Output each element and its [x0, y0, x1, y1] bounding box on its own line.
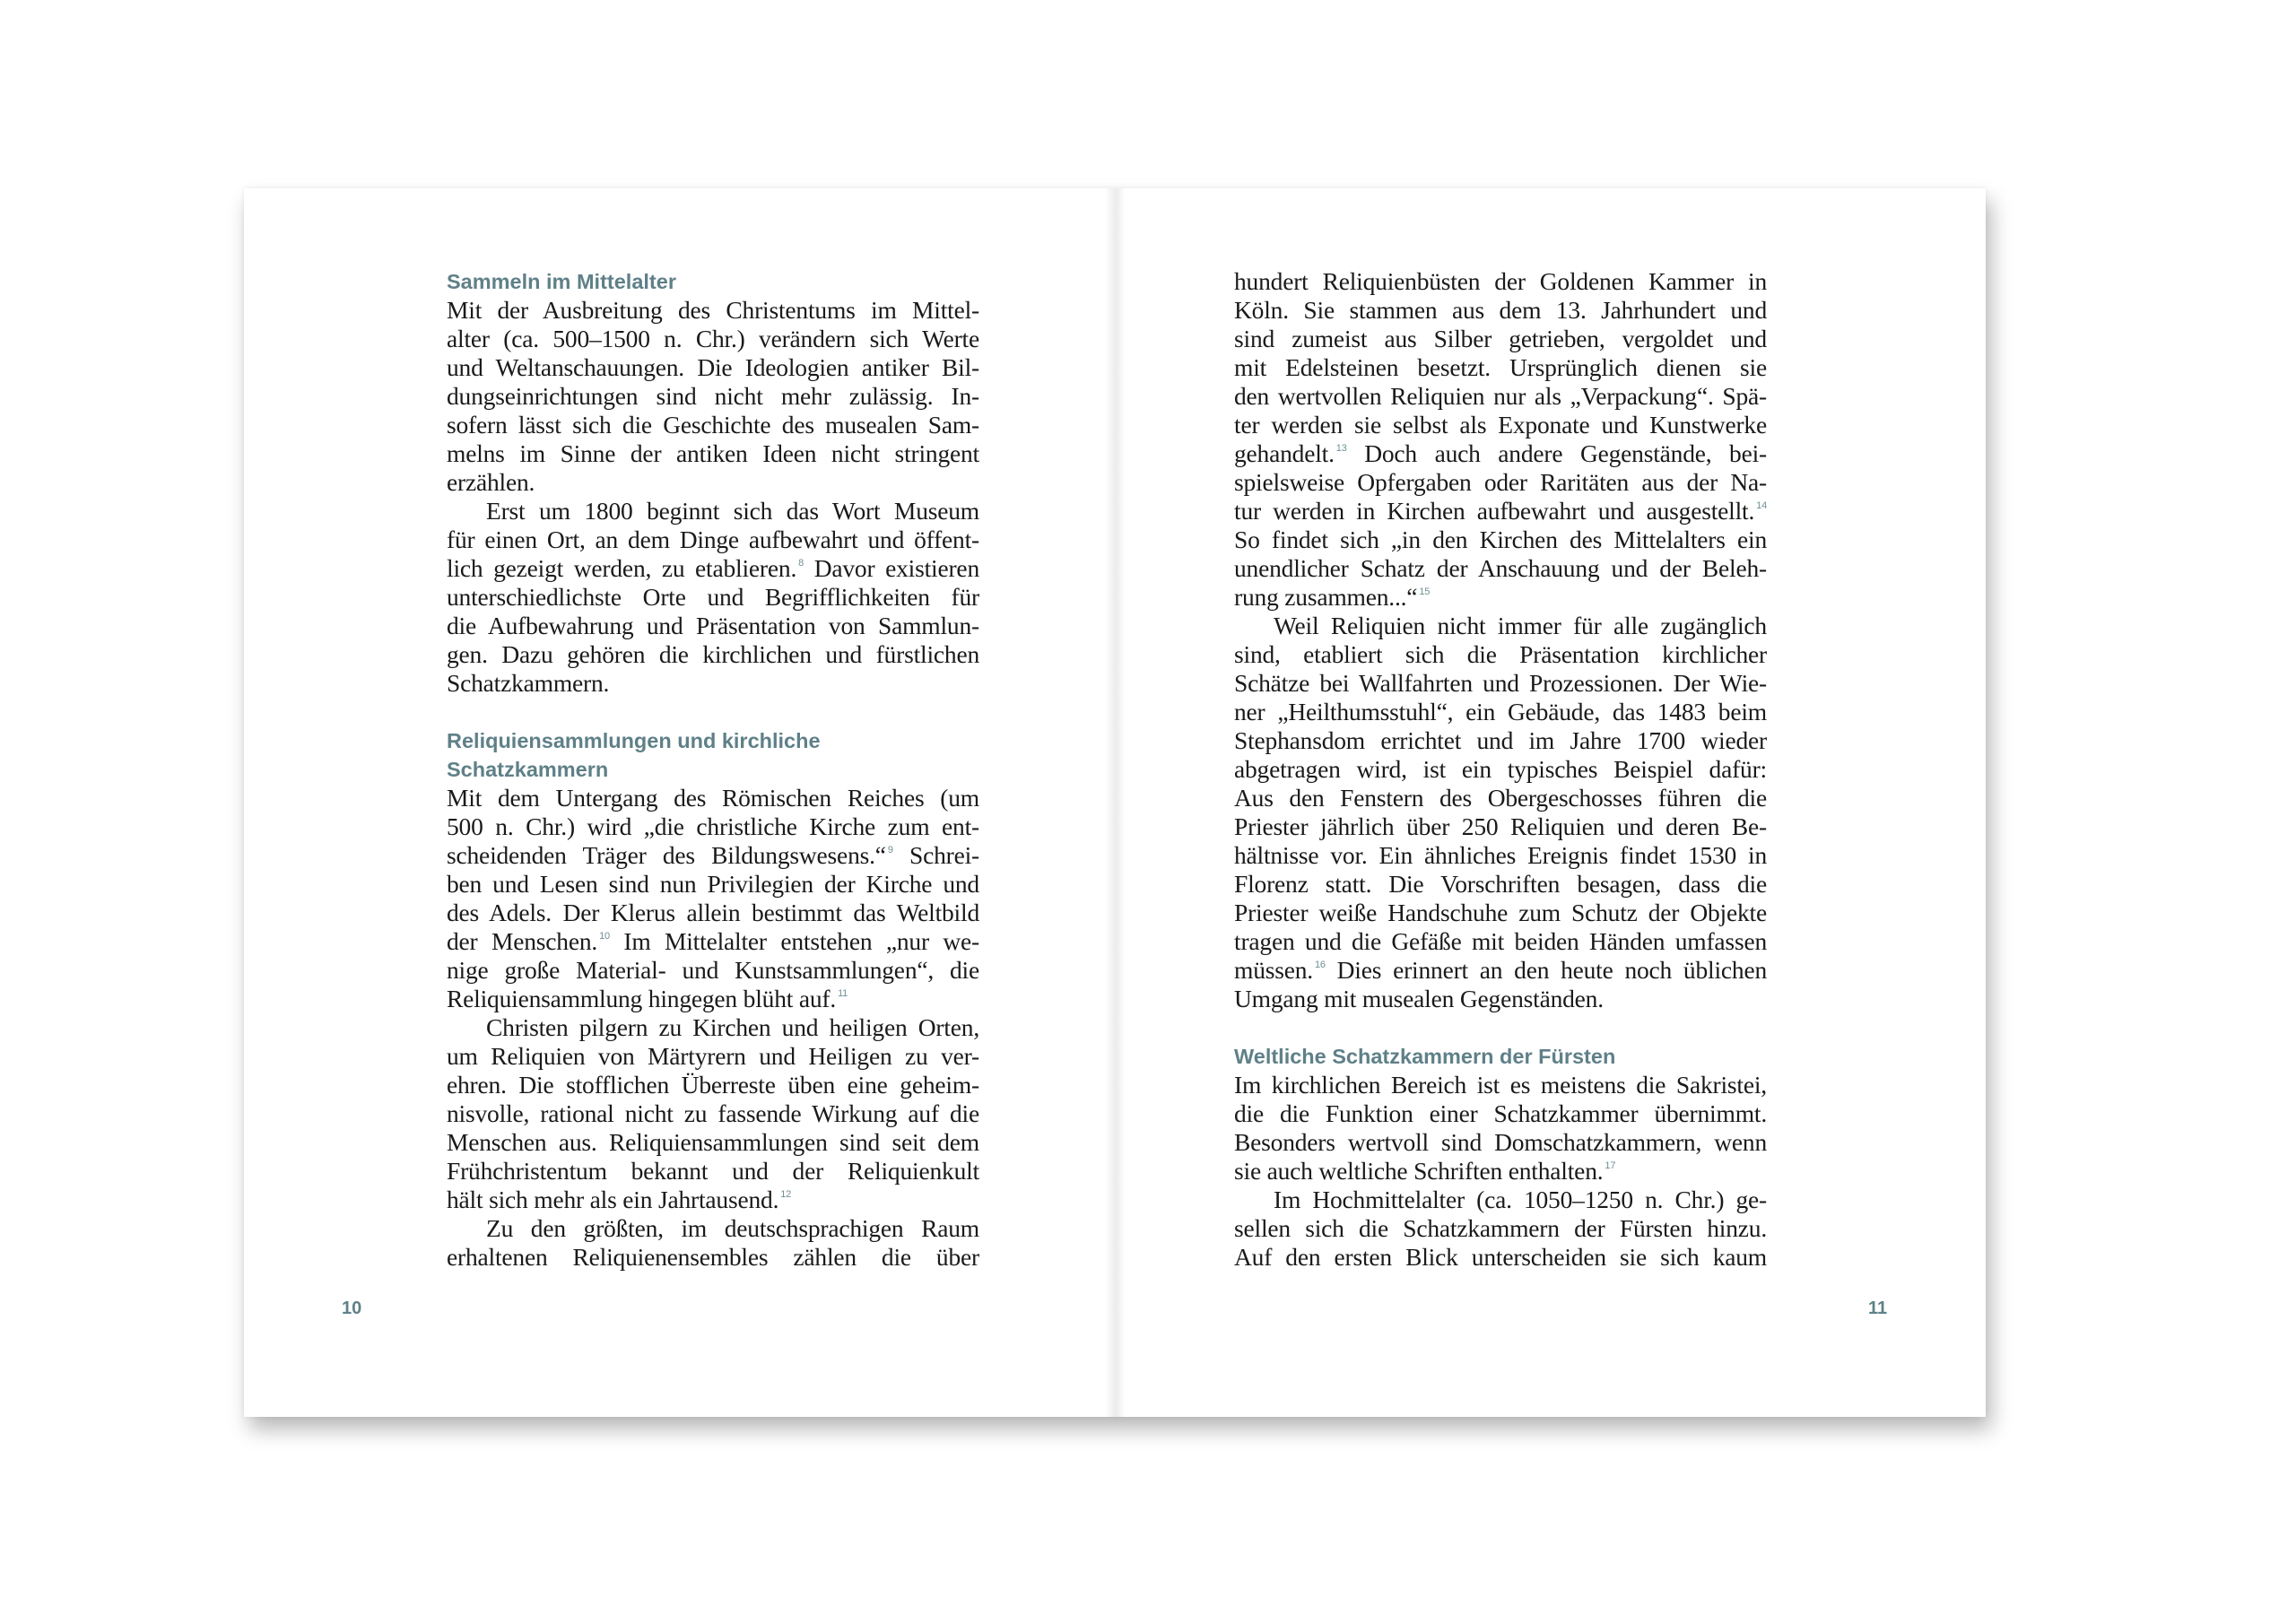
text-line: Aus den Fenstern des Obergeschosses führen die [1234, 784, 1767, 812]
book-spread [244, 188, 1986, 1417]
text-line: Mit dem Untergang des Römischen Reiches (um [447, 784, 979, 812]
text-line: gen. Dazu gehören die kirchlichen und fürstlichen [447, 640, 979, 668]
section-heading-line: Schatzkammern [447, 758, 609, 781]
footnote-marker: 8 [798, 558, 804, 569]
text-line: Christen pilgern zu Kirchen und heiligen Orten, [486, 1013, 979, 1041]
footnote-marker: 16 [1314, 960, 1326, 970]
text-line: sind zumeist aus Silber getrieben, vergoldet und [1234, 325, 1767, 352]
text-line: lich gezeigt werden, zu etablieren. $^8$ Davor existieren [447, 554, 979, 582]
text-line: scheidenden Träger des Bildungswesens.“ $^9$ Schrei- [447, 841, 980, 869]
text-line: Stephansdom errichtet und im Jahre 1700 wieder [1234, 726, 1767, 754]
body-paragraph [447, 296, 979, 497]
text-line: Im kirchlichen Bereich ist es meistens die Sakristei, [1234, 1071, 1767, 1099]
section-heading [447, 267, 979, 296]
text-line: ehren. Die stofflichen Überreste üben eine geheim- [447, 1071, 979, 1099]
text-line: der Menschen. $^{10}$ Im Mittelalter entstehen „nur we- [447, 927, 979, 955]
left-page [244, 188, 1110, 1417]
text-line: sofern lässt sich die Geschichte des musealen Sam- [447, 411, 979, 439]
text-line: abgetragen wird, ist ein typisches Beispiel dafür: [1234, 755, 1767, 783]
text-line: des Adels. Der Klerus allein bestimmt das Weltbild [447, 899, 979, 926]
footnote-marker: 13 [1335, 443, 1347, 454]
text-line: gehandelt. $^{13}$ Doch auch andere Gegenstände, bei- [1234, 439, 1767, 467]
text-line: rung zusammen...“ $^{15}$ [1234, 583, 1431, 611]
text-line: erzählen. [447, 468, 535, 496]
section-heading-line: Sammeln im Mittelalter [447, 270, 676, 293]
page-number-left: 10 [342, 1299, 362, 1318]
text-line: Menschen aus. Reliquiensammlungen sind seit dem [447, 1128, 979, 1156]
text-line: Umgang mit musealen Gegenständen. [1234, 985, 1604, 1012]
text-line: um Reliquien von Märtyrern und Heiligen zu ver- [447, 1042, 979, 1070]
text-line: Priester weiße Handschuhe zum Schutz der Objekte [1234, 899, 1767, 926]
text-line: melns im Sinne der antiken Ideen nicht stringent [447, 439, 979, 467]
text-line: Mit der Ausbreitung des Christentums im Mittel- [447, 296, 979, 324]
text-line: hält sich mehr als ein Jahrtausend. $^{12}$ [447, 1186, 792, 1213]
body-paragraph [1234, 1071, 1767, 1186]
body-paragraph [1234, 267, 1767, 612]
text-line: tragen und die Gefäße mit beiden Händen umfassen [1234, 927, 1767, 955]
text-line: Erst um 1800 beginnt sich das Wort Museum [486, 497, 979, 525]
text-line: So findet sich „in den Kirchen des Mittelalters ein [1234, 526, 1767, 553]
text-line: sind, etabliert sich die Präsentation kirchlicher [1234, 640, 1767, 668]
text-line: Reliquiensammlung hingegen blüht auf. $^{11}$ [447, 985, 848, 1012]
text-line: müssen. $^{16}$ Dies erinnert an den heute noch üblichen [1234, 956, 1767, 984]
body-paragraph [447, 1013, 979, 1214]
text-line: Florenz statt. Die Vorschriften besagen, dass die [1234, 870, 1767, 898]
body-paragraph [447, 497, 979, 698]
body-paragraph [447, 1214, 979, 1272]
text-line: die die Funktion einer Schatzkammer übernimmt. [1234, 1099, 1767, 1127]
footnote-marker: 11 [838, 988, 848, 999]
footnote-marker: 14 [1756, 500, 1767, 511]
section-heading-line: Weltliche Schatzkammern der Fürsten [1234, 1045, 1616, 1068]
text-line: hundert Reliquienbüsten der Goldenen Kammer in [1234, 267, 1767, 295]
text-line: Priester jährlich über 250 Reliquien und deren Be- [1234, 812, 1767, 840]
footnote-marker: 17 [1605, 1160, 1616, 1171]
right-page [1119, 188, 1986, 1417]
text-line: Schatzkammern. [447, 669, 610, 697]
section-heading [1234, 1042, 1767, 1071]
text-line: ben und Lesen sind nun Privilegien der Kirche und [447, 870, 979, 898]
text-line: dungseinrichtungen sind nicht mehr zulässig. In- [447, 382, 979, 410]
text-line: unendlicher Schatz der Anschauung und der Beleh- [1234, 554, 1767, 582]
text-line: sellen sich die Schatzkammern der Fürsten hinzu. [1234, 1214, 1767, 1242]
body-paragraph [1234, 1186, 1767, 1272]
left-page-text-column [447, 267, 979, 1272]
text-line: Zu den größten, im deutschsprachigen Raum [486, 1214, 979, 1242]
text-line: Frühchristentum bekannt und der Reliquienkult [447, 1157, 979, 1185]
text-line: nige große Material- und Kunstsammlungen“, die [447, 956, 979, 984]
footnote-marker: 9 [887, 845, 893, 856]
text-line: erhaltenen Reliquienensembles zählen die über [447, 1243, 979, 1271]
section-spacer [447, 698, 979, 726]
text-line: nisvolle, rational nicht zu fassende Wirkung auf die [447, 1099, 979, 1127]
section-spacer [1234, 1013, 1767, 1042]
text-line: hältnisse vor. Ein ähnliches Ereignis findet 1530 in [1234, 841, 1767, 869]
text-line: 500 n. Chr.) wird „die christliche Kirche zum ent- [447, 812, 979, 840]
text-line: Im Hochmittelalter (ca. 1050–1250 n. Chr.) ge- [1274, 1186, 1767, 1213]
text-line: unterschiedlichste Orte und Begrifflichkeiten für [447, 583, 979, 611]
book-gutter [1105, 188, 1125, 1417]
footnote-marker: 10 [599, 931, 610, 942]
text-line: tur werden in Kirchen aufbewahrt und ausgestellt. $^{14}$ [1234, 497, 1767, 525]
text-line: Besonders wertvoll sind Domschatzkammern, wenn [1234, 1128, 1767, 1156]
text-line: Köln. Sie stammen aus dem 13. Jahrhundert und [1234, 296, 1767, 324]
section-heading-line: Reliquiensammlungen und kirchliche [447, 729, 821, 752]
text-line: und Weltanschauungen. Die Ideologien antiker Bil- [447, 353, 979, 381]
text-line: Weil Reliquien nicht immer für alle zugänglich [1274, 612, 1767, 639]
text-line: alter (ca. 500–1500 n. Chr.) verändern sich Werte [447, 325, 979, 352]
right-page-text-column [1234, 267, 1767, 1272]
text-line: sie auch weltliche Schriften enthalten. $^{17}$ [1234, 1157, 1616, 1185]
text-line: für einen Ort, an dem Dinge aufbewahrt und öffent- [447, 526, 979, 553]
text-line: die Aufbewahrung und Präsentation von Sammlun- [447, 612, 979, 639]
body-paragraph [1234, 612, 1767, 1013]
footnote-marker: 12 [780, 1189, 792, 1200]
section-heading [447, 726, 979, 784]
text-line: ner „Heilthumsstuhl“, ein Gebäude, das 1483 beim [1234, 698, 1767, 725]
text-line: den wertvollen Reliquien nur als „Verpackung“. Spä- [1234, 382, 1767, 410]
text-line: ter werden sie selbst als Exponate und Kunstwerke [1234, 411, 1767, 439]
footnote-marker: 15 [1419, 586, 1431, 597]
text-line: Auf den ersten Blick unterscheiden sie sich kaum [1234, 1243, 1767, 1271]
body-paragraph [447, 784, 979, 1013]
page-number-right: 11 [1868, 1299, 1888, 1318]
text-line: Schätze bei Wallfahrten und Prozessionen. Der Wie- [1234, 669, 1767, 697]
text-line: spielsweise Opfergaben oder Raritäten aus der Na- [1234, 468, 1767, 496]
text-line: mit Edelsteinen besetzt. Ursprünglich dienen sie [1234, 353, 1767, 381]
